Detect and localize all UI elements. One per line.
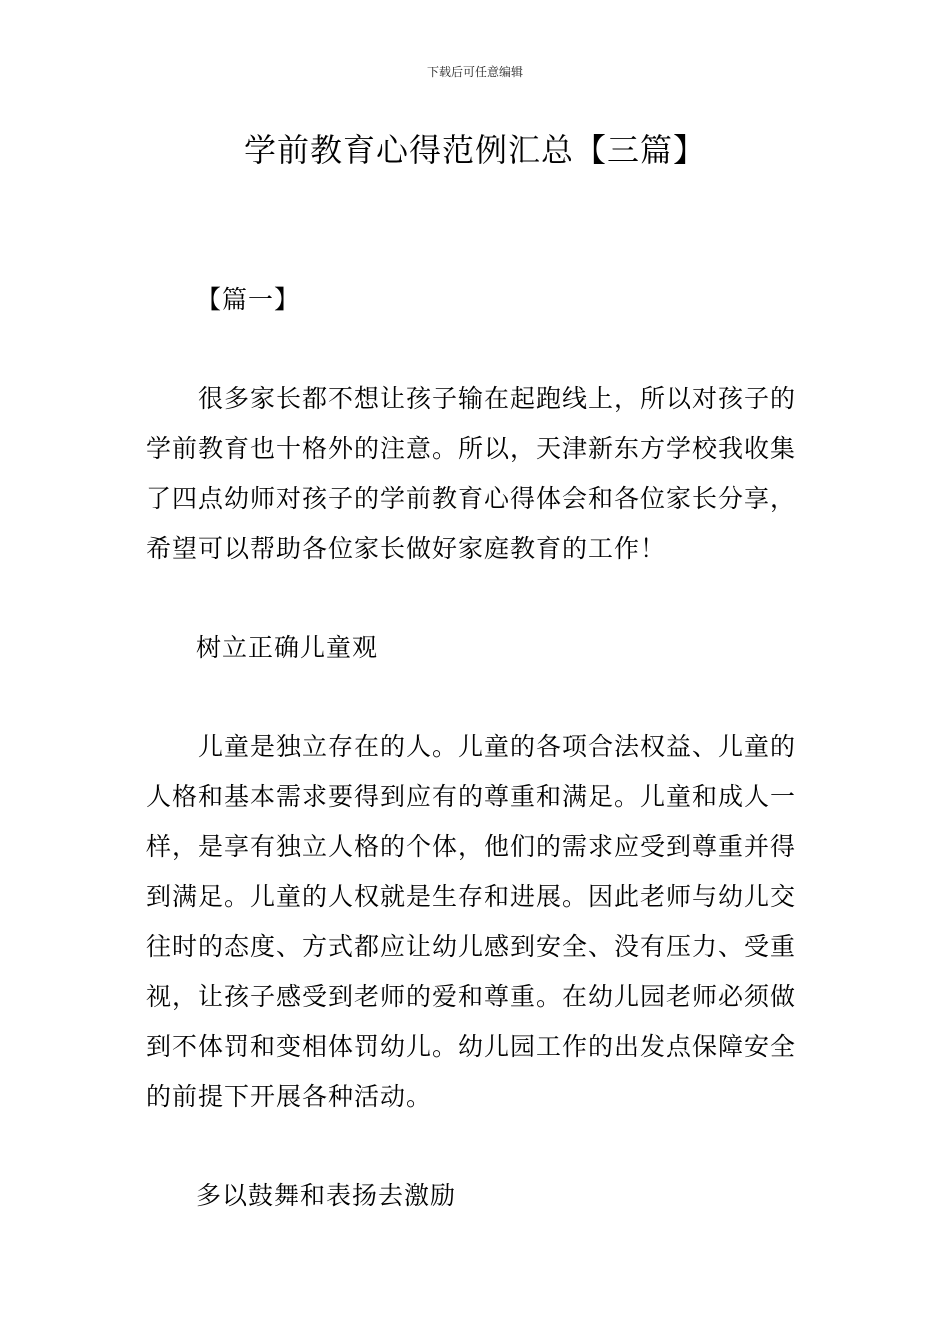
- section-label: 【篇一】: [196, 285, 301, 314]
- subheading-encouragement: 多以鼓舞和表扬去激励: [196, 1181, 457, 1210]
- paragraph-intro: 很多家长都不想让孩子输在起跑线上，所以对孩子的学前教育也十格外的注意。所以，天津新东方学校我收集了四点幼师对孩子的学前教育心得体会和各位家长分享，希望可以帮助各位家长做好家庭教育的工作！: [146, 384, 797, 563]
- document-title: 学前教育心得范例汇总【三篇】: [243, 131, 706, 169]
- header-note: 下载后可任意编辑: [426, 65, 523, 79]
- paragraph-child-view: 儿童是独立存在的人。儿童的各项合法权益、儿童的人格和基本需求要得到应有的尊重和满足。儿童和成人一样，是享有独立人格的个体，他们的需求应受到尊重并得到满足。儿童的人权就是生存和进展。因此老师与幼儿交往时的态度、方式都应让幼儿感到安全、没有压力、受重视，让孩子感受到老师的爱和尊重。在幼儿园老师必须做到不体罚和变相体罚幼儿。幼儿园工作的出发点保障安全的前提下开展各种活动。: [146, 732, 797, 1111]
- subheading-child-view: 树立正确儿童观: [196, 633, 379, 662]
